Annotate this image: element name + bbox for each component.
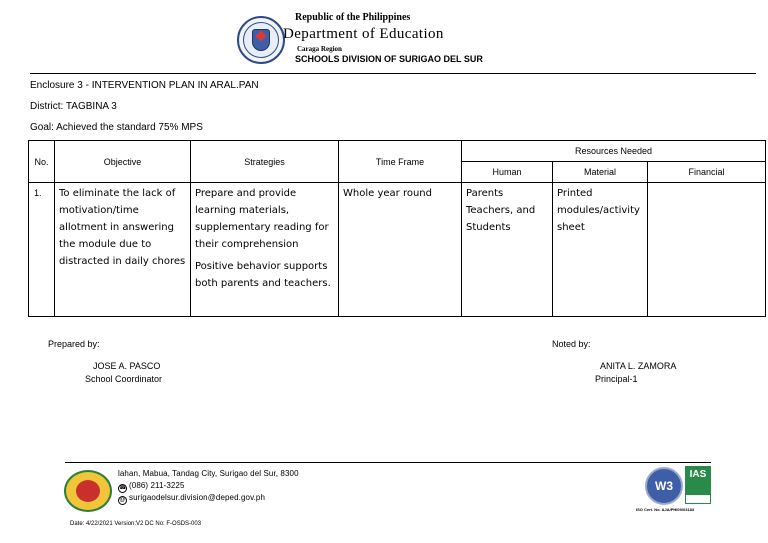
table-row [29, 183, 766, 317]
division-line: SCHOOLS DIVISION OF SURIGAO DEL SUR [295, 54, 483, 64]
cell-human: Parents Teachers, and Students [462, 183, 553, 317]
department-title: Department of Education [283, 26, 444, 42]
header-human: Human [462, 162, 553, 183]
header-strategies: Strategies [191, 141, 339, 183]
letterhead [235, 10, 535, 70]
certification-logo-icon: W3 [645, 467, 683, 505]
noted-by-label: Noted by: [552, 339, 591, 349]
document-date-line: Date: 4/22/2021 Version:V2 DC No: F-OSDS-003 [70, 521, 202, 527]
prepared-by-label: Prepared by: [48, 339, 100, 349]
footer-address: lahan, Mabua, Tandag City, Surigao del Sur, 8300 [118, 469, 299, 478]
email-icon: @ [119, 497, 126, 503]
prepared-by-title: School Coordinator [85, 374, 163, 384]
division-logo-center [76, 480, 100, 502]
phone-icon: ☎ [119, 485, 127, 491]
header-financial: Financial [648, 162, 766, 183]
header-time-frame: Time Frame [339, 141, 462, 183]
header-divider [30, 73, 756, 74]
division-logo-icon [64, 470, 112, 512]
goal-line: Goal: Achieved the standard 75% MPS [30, 122, 203, 133]
intervention-plan-table [28, 140, 766, 317]
footer-email: surigaodelsur.division@deped.gov.ph [129, 493, 266, 502]
ias-logo-icon: IAS [685, 466, 711, 494]
footer-phone-line [118, 481, 185, 493]
strategy-item: Prepare and provide learning materials, supplementary reading for their comprehension [195, 188, 329, 250]
prepared-by-name: JOSE A. PASCO [93, 361, 161, 371]
header-no: No. [29, 141, 55, 183]
footer-phone: (086) 211-3225 [129, 481, 185, 490]
cell-material: Printed modules/activity sheet [553, 183, 648, 317]
table-header-row [29, 141, 766, 162]
deped-seal-icon [237, 16, 285, 64]
republic-line: Republic of the Philippines [295, 12, 411, 23]
region-line: Caraga Region [297, 45, 342, 53]
noted-by-title: Principal-1 [595, 374, 638, 384]
district-line: District: TAGBINA 3 [30, 101, 117, 112]
cell-financial [648, 183, 766, 317]
cell-objective: To eliminate the lack of motivation/time allotment in answering the module due to distracted in daily chores [55, 183, 191, 317]
cell-strategies [191, 183, 339, 317]
header-objective: Objective [55, 141, 191, 183]
cell-no: 1. [29, 183, 55, 317]
footer-divider [65, 462, 711, 463]
strategy-item: Positive behavior supports both parents and teachers. [195, 261, 331, 289]
footer-email-line [118, 493, 265, 505]
header-material: Material [553, 162, 648, 183]
iso-cert-number: ISO Cert. No. AJA/PHI09/03183 [636, 507, 695, 512]
enclosure-title: Enclosure 3 - INTERVENTION PLAN IN ARAL.PAN [30, 80, 259, 91]
header-resources-needed: Resources Needed [462, 141, 766, 162]
ias-logo-strip [685, 494, 711, 504]
cell-time-frame: Whole year round [339, 183, 462, 317]
noted-by-name: ANITA L. ZAMORA [600, 361, 677, 371]
